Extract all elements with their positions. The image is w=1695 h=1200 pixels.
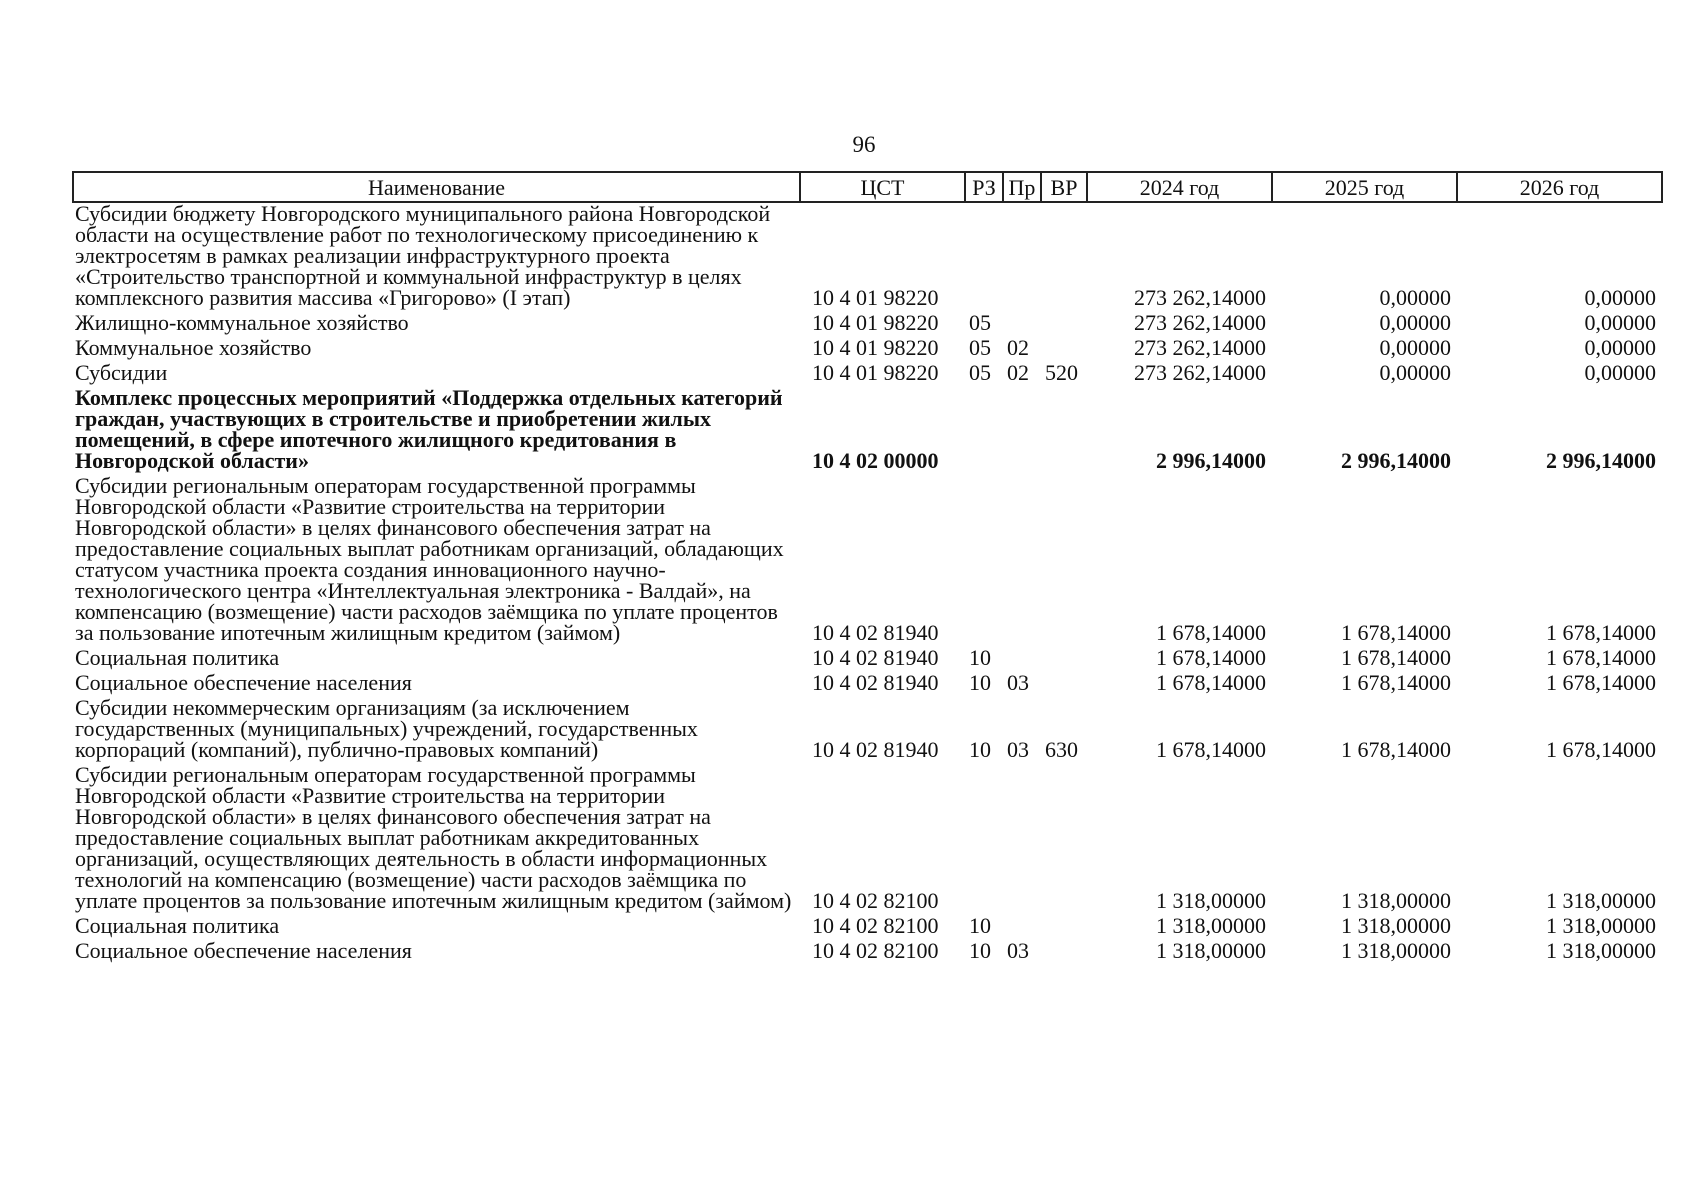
cell-2025: 0,00000 xyxy=(1379,310,1451,335)
cell-2024: 1 678,14000 xyxy=(1156,737,1266,762)
cell-name: Социальное обеспечение населения xyxy=(75,938,412,963)
cell-2026: 2 996,14000 xyxy=(1546,448,1656,473)
cell-cst: 10 4 02 81940 xyxy=(812,670,939,695)
cell-vr xyxy=(1041,383,1087,471)
cell-name: Жилищно-коммунальное хозяйство xyxy=(75,310,409,335)
cell-2024: 2 996,14000 xyxy=(1156,448,1266,473)
cell-name: Субсидии бюджету Новгородского муниципального района Новгородской области на осуществление работ по технологическому присоединению к электросетям в рамках реализации инфраструктурного проекта «Строительство транспортной и коммунальной инфраструктур в целях комплексного развития массива «Григорово» (I этап) xyxy=(75,201,771,310)
table-row xyxy=(73,911,1662,936)
cell-cst: 10 4 01 98220 xyxy=(812,285,939,310)
table-row xyxy=(73,936,1662,961)
header-rz: РЗ xyxy=(965,172,1003,202)
cell-rz: 10 xyxy=(969,938,991,963)
cell-2026: 0,00000 xyxy=(1584,285,1656,310)
cell-2025: 1 678,14000 xyxy=(1341,620,1451,645)
cell-pr: 02 xyxy=(1007,360,1029,385)
cell-vr xyxy=(1041,471,1087,643)
cell-vr xyxy=(1041,308,1087,333)
header-name: Наименование xyxy=(73,172,800,202)
cell-pr xyxy=(1003,911,1041,936)
cell-cst: 10 4 02 82100 xyxy=(812,938,939,963)
cell-pr xyxy=(1003,760,1041,911)
cell-2026: 1 678,14000 xyxy=(1546,670,1656,695)
cell-2024: 273 262,14000 xyxy=(1134,360,1266,385)
cell-vr xyxy=(1041,911,1087,936)
cell-name: Коммунальное хозяйство xyxy=(75,335,312,360)
table-row xyxy=(73,471,1662,643)
cell-vr xyxy=(1041,668,1087,693)
table-row xyxy=(73,383,1662,471)
cell-2024: 273 262,14000 xyxy=(1134,285,1266,310)
table-row xyxy=(73,668,1662,693)
page-number: 96 xyxy=(852,132,876,157)
cell-2026: 0,00000 xyxy=(1584,360,1656,385)
header-2026: 2026 год xyxy=(1457,172,1662,202)
cell-pr xyxy=(1003,383,1041,471)
cell-2025: 1 678,14000 xyxy=(1341,670,1451,695)
table-header-row xyxy=(73,172,1662,202)
cell-2024: 1 318,00000 xyxy=(1156,938,1266,963)
cell-name: Социальное обеспечение населения xyxy=(75,670,412,695)
cell-name: Комплекс процессных мероприятий «Поддержка отдельных категорий граждан, участвующих в строительстве и приобретении жилых помещений, в сфере ипотечного жилищного кредитования в Новгородской области» xyxy=(75,385,783,473)
cell-rz: 05 xyxy=(969,335,991,360)
cell-rz: 10 xyxy=(969,913,991,938)
cell-rz xyxy=(965,383,1003,471)
table-row xyxy=(73,333,1662,358)
cell-rz: 10 xyxy=(969,645,991,670)
cell-2025: 0,00000 xyxy=(1379,335,1451,360)
cell-rz xyxy=(965,760,1003,911)
cell-vr xyxy=(1041,936,1087,961)
cell-2026: 1 318,00000 xyxy=(1546,913,1656,938)
cell-pr: 03 xyxy=(1007,938,1029,963)
cell-rz: 05 xyxy=(969,360,991,385)
cell-2026: 1 678,14000 xyxy=(1546,645,1656,670)
cell-name: Социальная политика xyxy=(75,913,280,938)
cell-2024: 1 678,14000 xyxy=(1156,620,1266,645)
cell-cst: 10 4 02 81940 xyxy=(812,620,939,645)
cell-cst: 10 4 02 82100 xyxy=(812,888,939,913)
cell-2026: 0,00000 xyxy=(1584,335,1656,360)
cell-vr xyxy=(1041,202,1087,308)
cell-name: Субсидии некоммерческим организациям (за исключением государственных (муниципальных) учреждений, государственных корпораций (компаний), публично-правовых компаний) xyxy=(75,695,698,762)
header-2025: 2025 год xyxy=(1272,172,1457,202)
cell-2025: 1 678,14000 xyxy=(1341,645,1451,670)
table-row xyxy=(73,693,1662,760)
cell-2026: 1 318,00000 xyxy=(1546,938,1656,963)
header-cst: ЦСТ xyxy=(800,172,965,202)
cell-rz: 05 xyxy=(969,310,991,335)
cell-2024: 273 262,14000 xyxy=(1134,310,1266,335)
cell-pr xyxy=(1003,202,1041,308)
header-2024: 2024 год xyxy=(1087,172,1272,202)
cell-cst: 10 4 01 98220 xyxy=(812,310,939,335)
header-vr: ВР xyxy=(1041,172,1087,202)
cell-name: Субсидии региональным операторам государственной программы Новгородской области «Развитие строительства на территории Новгородской области» в целях финансового обеспечения затрат на предоставление социальных выплат работникам аккредитованных организаций, осуществляющих деятельность в области информационных технологий на компенсацию (возмещение) части расходов заёмщика по уплате процентов за пользование ипотечным жилищным кредитом (займом) xyxy=(75,762,792,913)
cell-cst: 10 4 02 81940 xyxy=(812,737,939,762)
cell-rz xyxy=(965,471,1003,643)
table-row xyxy=(73,308,1662,333)
cell-2025: 1 678,14000 xyxy=(1341,737,1451,762)
cell-name: Социальная политика xyxy=(75,645,280,670)
cell-cst: 10 4 02 00000 xyxy=(812,448,939,473)
cell-name: Субсидии xyxy=(75,360,168,385)
table-row xyxy=(73,202,1662,308)
cell-cst: 10 4 02 81940 xyxy=(812,645,939,670)
cell-2026: 0,00000 xyxy=(1584,310,1656,335)
cell-2024: 1 678,14000 xyxy=(1156,645,1266,670)
cell-2025: 1 318,00000 xyxy=(1341,888,1451,913)
cell-2024: 1 318,00000 xyxy=(1156,888,1266,913)
cell-2025: 1 318,00000 xyxy=(1341,913,1451,938)
table-row xyxy=(73,643,1662,668)
cell-rz: 10 xyxy=(969,737,991,762)
table-row xyxy=(73,358,1662,383)
cell-pr xyxy=(1003,471,1041,643)
cell-2025: 0,00000 xyxy=(1379,285,1451,310)
table-row xyxy=(73,760,1662,911)
cell-cst: 10 4 01 98220 xyxy=(812,335,939,360)
cell-pr: 03 xyxy=(1007,670,1029,695)
budget-table xyxy=(72,171,1663,961)
table-body xyxy=(73,202,1662,961)
cell-pr xyxy=(1003,643,1041,668)
cell-2024: 1 318,00000 xyxy=(1156,913,1266,938)
cell-2026: 1 678,14000 xyxy=(1546,620,1656,645)
cell-2026: 1 678,14000 xyxy=(1546,737,1656,762)
cell-name: Субсидии региональным операторам государственной программы Новгородской области «Развитие строительства на территории Новгородской области» в целях финансового обеспечения затрат на предоставление социальных выплат работникам организаций, обладающих статусом участника проекта создания инновационного научно-технологического центра «Интеллектуальная электроника - Валдай», на компенсацию (возмещение) части расходов заёмщика по уплате процентов за пользование ипотечным жилищным кредитом (займом) xyxy=(75,473,784,645)
cell-2025: 0,00000 xyxy=(1379,360,1451,385)
cell-vr xyxy=(1041,760,1087,911)
cell-rz xyxy=(965,202,1003,308)
cell-vr xyxy=(1041,643,1087,668)
cell-rz: 10 xyxy=(969,670,991,695)
cell-2024: 1 678,14000 xyxy=(1156,670,1266,695)
cell-2024: 273 262,14000 xyxy=(1134,335,1266,360)
cell-vr: 630 xyxy=(1045,737,1078,762)
cell-2026: 1 318,00000 xyxy=(1546,888,1656,913)
cell-pr: 03 xyxy=(1007,737,1029,762)
cell-pr xyxy=(1003,308,1041,333)
cell-2025: 1 318,00000 xyxy=(1341,938,1451,963)
cell-cst: 10 4 02 82100 xyxy=(812,913,939,938)
header-pr: Пр xyxy=(1003,172,1041,202)
cell-cst: 10 4 01 98220 xyxy=(812,360,939,385)
cell-vr: 520 xyxy=(1045,360,1078,385)
cell-2025: 2 996,14000 xyxy=(1341,448,1451,473)
cell-vr xyxy=(1041,333,1087,358)
cell-pr: 02 xyxy=(1007,335,1029,360)
